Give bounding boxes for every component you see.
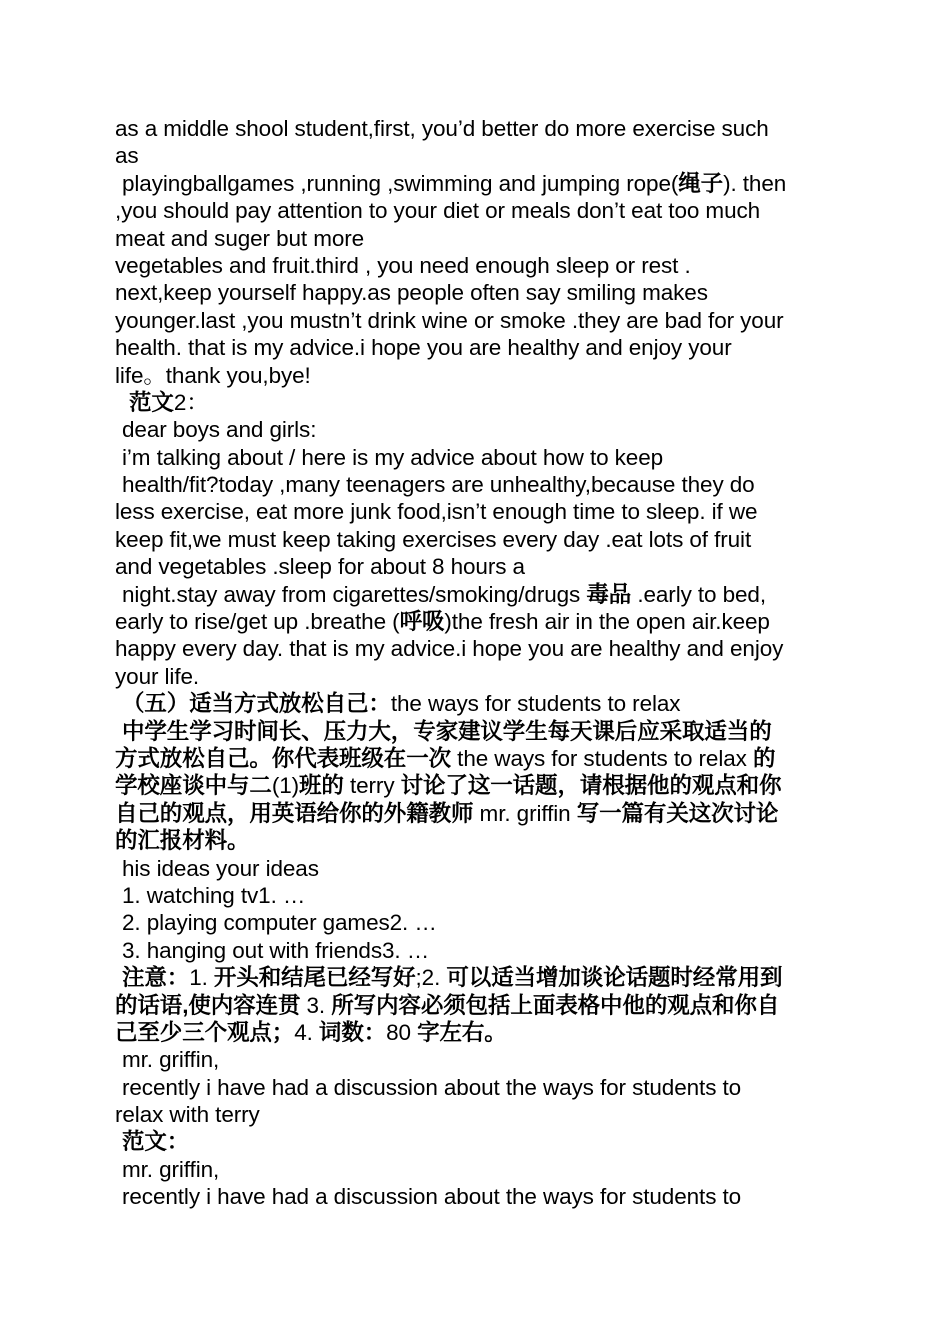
letter-line-1: recently i have had a discussion about the ways for students to	[122, 1074, 742, 1100]
prompt-4c: 写一篇有关这次讨论	[576, 800, 779, 826]
note-1b: 1.	[189, 965, 214, 991]
drugs-chinese: 毒品	[586, 581, 632, 607]
sample-greeting: mr. griffin,	[122, 1156, 220, 1182]
sample2-line-2: i’m talking about / here is my advice about how to keep	[122, 444, 664, 470]
sample-heading: 范文：	[122, 1129, 190, 1155]
essay1-line-9: health. that is my advice.i hope you are healthy and enjoy your	[115, 335, 732, 361]
note-1e: 可以适当增加谈论话题时经常用到	[446, 965, 783, 991]
note-2c: 所写内容必须包括上面表格中他的观点和你自	[331, 992, 780, 1018]
note-3b: 4.	[294, 1019, 319, 1045]
essay1-line-1: as a middle shool student,first, you’d better do more exercise such	[115, 116, 769, 141]
prompt-3b: (1)	[271, 773, 300, 799]
section5-prompt-line-4	[115, 800, 845, 827]
ideas-table-header: his ideas your ideas	[122, 855, 319, 881]
prompt-3e: 讨论了这一话题，请根据他的观点和你	[400, 773, 782, 799]
ideas-table-row: 3. hanging out with friends3. …	[122, 937, 430, 963]
essay1-line-10: life。thank you,bye!	[115, 362, 311, 388]
note-line-1	[115, 964, 845, 991]
sample2-line-8-b: )the fresh air in the open air.keep	[444, 609, 770, 635]
sample2-heading-num: 2：	[173, 389, 209, 415]
note-2b: 3.	[300, 992, 332, 1018]
sample2-heading	[115, 389, 845, 416]
section5-prompt-line-1: 中学生学习时间长、压力大，专家建议学生每天课后应采取适当的	[122, 718, 772, 744]
essay1-line-6: vegetables and fruit.third , you need enough sleep or rest .	[115, 252, 691, 278]
section5-prompt-line-5: 的汇报材料。	[115, 828, 250, 854]
section5-prompt-line-3	[115, 772, 845, 799]
document-page	[115, 115, 845, 1211]
sample2-line-5: keep fit,we must keep taking exercises every day .eat lots of fruit	[115, 526, 752, 552]
sample2-line-7-a: night.stay away from cigarettes/smoking/drugs	[122, 581, 587, 607]
sample2-line-9: happy every day. that is my advice.i hope you are healthy and enjoy	[115, 636, 784, 662]
sample2-line-10: your life.	[115, 663, 200, 689]
prompt-2c: 的	[752, 745, 776, 771]
section5-prompt-line-2	[115, 745, 845, 772]
note-1c: 开头和结尾已经写好	[213, 965, 416, 991]
essay1-line-4: ,you should pay attention to your diet or meals don’t eat too much	[115, 198, 761, 224]
note-line-2	[115, 992, 845, 1019]
ideas-table-row: 2. playing computer games2. …	[122, 910, 437, 936]
section5-title-cn: （五）适当方式放松自己：	[122, 691, 391, 717]
prompt-3a: 学校座谈中与二	[115, 773, 272, 799]
note-1d: ;2.	[415, 965, 447, 991]
prompt-2a: 方式放松自己。你代表班级在一次	[115, 745, 452, 771]
sample2-line-4: less exercise, eat more junk food,isn’t enough time to sleep. if we	[115, 499, 758, 525]
sample-line-1: recently i have had a discussion about the ways for students to	[122, 1184, 742, 1210]
note-2a: 的话语,使内容连贯	[115, 992, 301, 1018]
note-line-3	[115, 1019, 845, 1046]
sample2-line-7	[115, 581, 845, 608]
note-3a: 己至少三个观点；	[115, 1019, 295, 1045]
letter-greeting: mr. griffin,	[122, 1047, 220, 1073]
sample2-line-7-b: .early to bed,	[631, 581, 767, 607]
sample2-line-8	[115, 608, 845, 635]
section5-title	[115, 690, 845, 717]
essay1-line-2: as	[115, 143, 139, 169]
sample2-heading-cn: 范文	[129, 389, 174, 415]
letter-line-2: relax with terry	[115, 1102, 260, 1128]
ideas-table-row: 1. watching tv1. …	[122, 882, 306, 908]
section5-title-en: the ways for students to relax	[390, 691, 681, 717]
sample2-line-8-a: early to rise/get up .breathe (	[115, 609, 400, 635]
note-3d: 80	[386, 1019, 418, 1045]
note-1a: 注意：	[122, 965, 190, 991]
note-3c: 词数：	[318, 1019, 387, 1045]
essay1-line-3-tail: ). then	[723, 170, 787, 196]
essay1-line-3-text: playingballgames ,running ,swimming and jumping rope(	[122, 170, 679, 196]
prompt-2b: the ways for students to relax	[451, 745, 753, 771]
essay1-line-3	[115, 170, 845, 197]
essay1-line-7: next,keep yourself happy.as people often say smiling makes	[115, 280, 708, 306]
prompt-4b: mr. griffin	[473, 800, 577, 826]
prompt-3c: 班的	[299, 773, 344, 799]
prompt-4a: 自己的观点，用英语给你的外籍教师	[115, 800, 474, 826]
essay1-line-5: meat and suger but more	[115, 225, 365, 251]
sample2-line-6: and vegetables .sleep for about 8 hours a	[115, 554, 525, 580]
essay1-line-8: younger.last ,you mustn’t drink wine or smoke .they are bad for your	[115, 307, 784, 333]
rope-chinese: 绳子	[678, 170, 724, 196]
sample2-line-1: dear boys and girls:	[122, 417, 317, 443]
prompt-3d: terry	[343, 773, 401, 799]
sample2-line-3: health/fit?today ,many teenagers are unhealthy,because they do	[122, 472, 755, 498]
note-3e: 字左右。	[417, 1019, 507, 1045]
breathe-chinese: 呼吸	[399, 609, 445, 635]
